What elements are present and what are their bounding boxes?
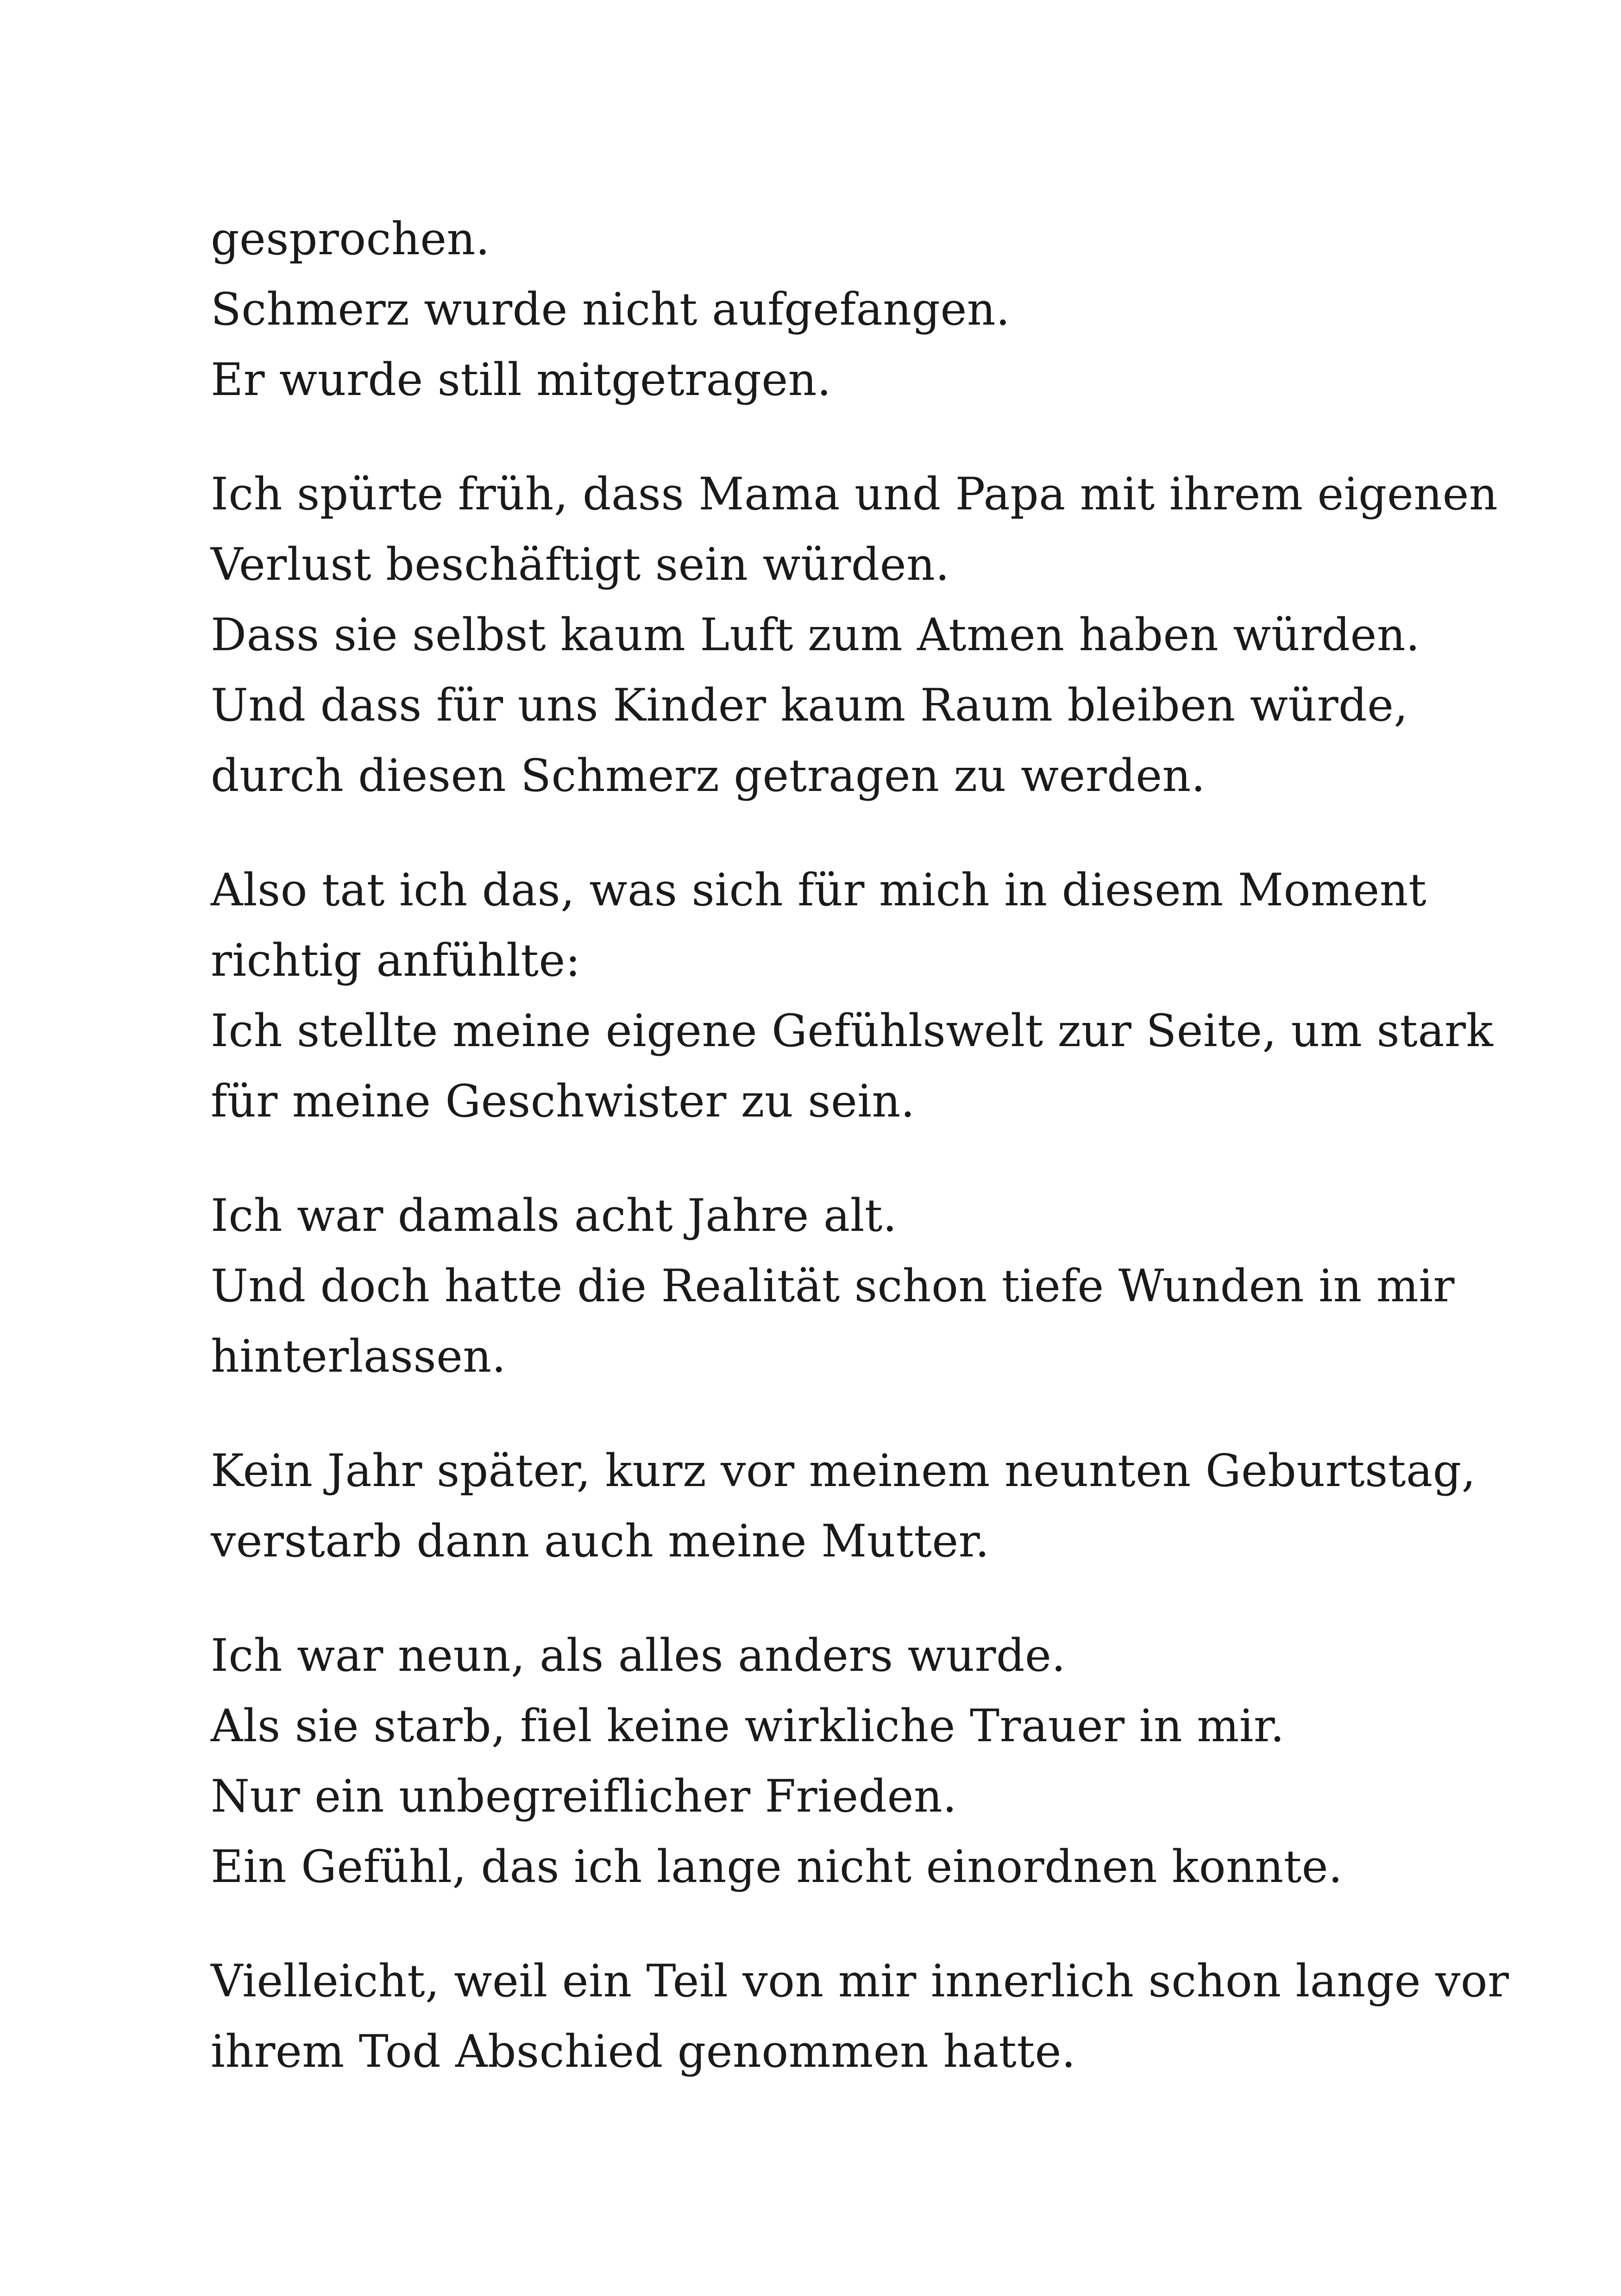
text-line: Als sie starb, fiel keine wirkliche Trauer in mir. — [211, 1700, 1285, 1752]
text-line: Nur ein unbegreiflicher Frieden. — [211, 1770, 957, 1822]
paragraph-3 — [211, 855, 1494, 1136]
paragraph-6 — [211, 1620, 1461, 1902]
paragraph-1 — [211, 204, 1461, 415]
text-line: Vielleicht, weil ein Teil von mir innerlich schon lange vor — [211, 1955, 1509, 2007]
text-line: Schmerz wurde nicht aufgefangen. — [211, 283, 1011, 335]
text-line: Und dass für uns Kinder kaum Raum bleiben würde, — [211, 679, 1408, 731]
paragraph-2 — [211, 459, 1498, 811]
text-line: Ich war neun, als alles anders wurde. — [211, 1630, 1066, 1681]
text-line: Kein Jahr später, kurz vor meinem neunten Geburtstag, — [211, 1445, 1476, 1497]
text-line: gesprochen. — [211, 213, 490, 265]
text-line: richtig anfühlte: — [211, 935, 581, 986]
paragraph-7 — [211, 1946, 1509, 2087]
text-line: durch diesen Schmerz getragen zu werden. — [211, 750, 1206, 802]
text-line: Ich war damals acht Jahre alt. — [211, 1190, 897, 1242]
text-line: Und doch hatte die Realität schon tiefe Wunden in mir — [211, 1260, 1455, 1312]
text-line: hinterlassen. — [211, 1330, 506, 1382]
text-line: verstarb dann auch meine Mutter. — [211, 1515, 990, 1567]
text-line: Er wurde still mitgetragen. — [211, 354, 832, 406]
text-line: Dass sie selbst kaum Luft zum Atmen haben würden. — [211, 609, 1420, 661]
text-line: Ich stellte meine eigene Gefühlswelt zur Seite, um stark — [211, 1005, 1494, 1057]
text-line: Verlust beschäftigt sein würden. — [211, 539, 950, 590]
text-line: Also tat ich das, was sich für mich in diesem Moment — [211, 864, 1427, 916]
text-line: ihrem Tod Abschied genommen hatte. — [211, 2026, 1076, 2077]
paragraph-4 — [211, 1180, 1461, 1392]
text-line: Ein Gefühl, das ich lange nicht einordnen konnte. — [211, 1841, 1343, 1893]
text-line: für meine Geschwister zu sein. — [211, 1075, 915, 1127]
body-text — [211, 204, 1509, 2131]
text-line: Ich spürte früh, dass Mama und Papa mit ihrem eigenen — [211, 468, 1498, 520]
paragraph-5 — [211, 1436, 1476, 1576]
